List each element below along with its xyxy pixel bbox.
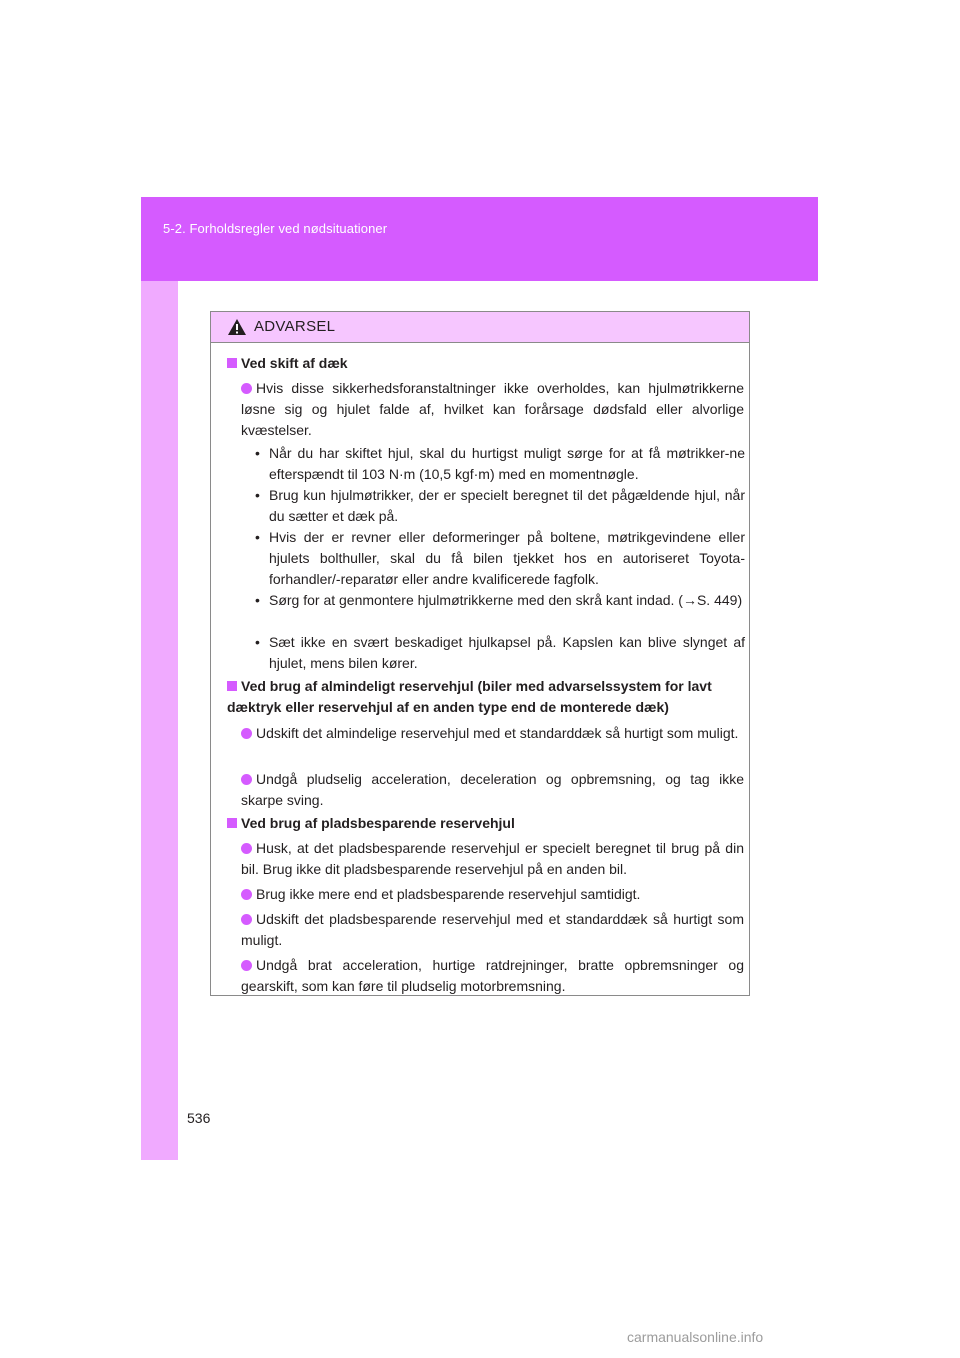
section-heading <box>227 353 747 374</box>
section-heading-text: Ved brug af almindeligt reservehjul (biler med advarselssystem for lavt dæktryk eller reservehjul af en anden type end de monterede dæk) <box>227 678 712 715</box>
dot-marker: • <box>255 529 260 545</box>
circle-bullet-icon <box>241 843 252 854</box>
list-item <box>241 909 744 951</box>
sub-item-text: Når du har skiftet hjul, skal du hurtigst muligt sørge for at få møtrikker-ne efterspændt til 103 N·m (10,5 kgf·m) med en momentnøgle. <box>269 445 745 482</box>
page-number: 536 <box>187 1110 211 1126</box>
warning-box <box>210 311 750 996</box>
sub-item-text: Sæt ikke en svært beskadiget hjulkapsel på. Kapslen kan blive slynget af hjulet, mens bilen kører. <box>269 634 745 671</box>
list-item <box>241 838 744 880</box>
list-item <box>241 378 744 441</box>
circle-bullet-icon <box>241 960 252 971</box>
square-bullet-icon <box>227 358 237 368</box>
list-item <box>241 723 744 744</box>
circle-bullet-icon <box>241 889 252 900</box>
square-bullet-icon <box>227 818 237 828</box>
section-heading-text: Ved skift af dæk <box>241 355 348 371</box>
dot-marker: • <box>255 634 260 650</box>
warning-title: ADVARSEL <box>254 318 336 335</box>
square-bullet-icon <box>227 681 237 691</box>
sub-item-text: Brug kun hjulmøtrikker, der er specielt beregnet til det pågældende hjul, når du sætter et dæk på. <box>269 487 745 524</box>
section-heading-text: Ved brug af pladsbesparende reservehjul <box>241 815 515 831</box>
bullet-text: Brug ikke mere end et pladsbesparende reservehjul samtidigt. <box>256 886 641 902</box>
warning-triangle-icon <box>227 318 247 336</box>
bullet-text: Hvis disse sikkerhedsforanstaltninger ikke overholdes, kan hjulmøtrikkerne løsne sig og hjulet falde af, hvilket kan forårsage dødsfald eller alvorlige kvæstelser. <box>241 380 744 438</box>
list-item <box>241 884 744 905</box>
list-item <box>241 769 744 811</box>
side-strip <box>141 281 178 1160</box>
list-item <box>241 955 744 997</box>
dot-marker: • <box>255 445 260 461</box>
circle-bullet-icon <box>241 383 252 394</box>
warning-header <box>211 312 749 343</box>
bullet-text: Undgå pludselig acceleration, deceleration og opbremsning, og tag ikke skarpe sving. <box>241 771 744 808</box>
section-title: 5-2. Forholdsregler ved nødsituationer <box>163 221 388 236</box>
sub-item-text: Hvis der er revner eller deformeringer på boltene, møtrikgevindene eller hjulets bolthuller, skal du få bilen tjekket hos en autoriseret Toyota-forhandler/-reparatør eller andre kvalificerede fagfolk. <box>269 529 745 587</box>
circle-bullet-icon <box>241 914 252 925</box>
watermark: carmanualsonline.info <box>627 1329 764 1345</box>
bullet-text: Husk, at det pladsbesparende reservehjul er specielt beregnet til brug på din bil. Brug ikke dit pladsbesparende reservehjul på en anden bil. <box>241 840 744 877</box>
circle-bullet-icon <box>241 728 252 739</box>
circle-bullet-icon <box>241 774 252 785</box>
dot-marker: • <box>255 592 260 608</box>
bullet-text: Undgå brat acceleration, hurtige ratdrejninger, bratte opbremsninger og gearskift, som kan føre til pludselig motorbremsning. <box>241 957 744 994</box>
section-heading <box>227 813 747 834</box>
sub-item-text: Sørg for at genmontere hjulmøtrikkerne med den skrå kant indad. (→S. 449) <box>269 592 743 608</box>
section-header-band <box>141 197 818 281</box>
dot-marker: • <box>255 487 260 503</box>
bullet-text: Udskift det pladsbesparende reservehjul med et standarddæk så hurtigt som muligt. <box>241 911 744 948</box>
section-heading <box>227 676 747 718</box>
bullet-text: Udskift det almindelige reservehjul med et standarddæk så hurtigt som muligt. <box>256 725 739 741</box>
